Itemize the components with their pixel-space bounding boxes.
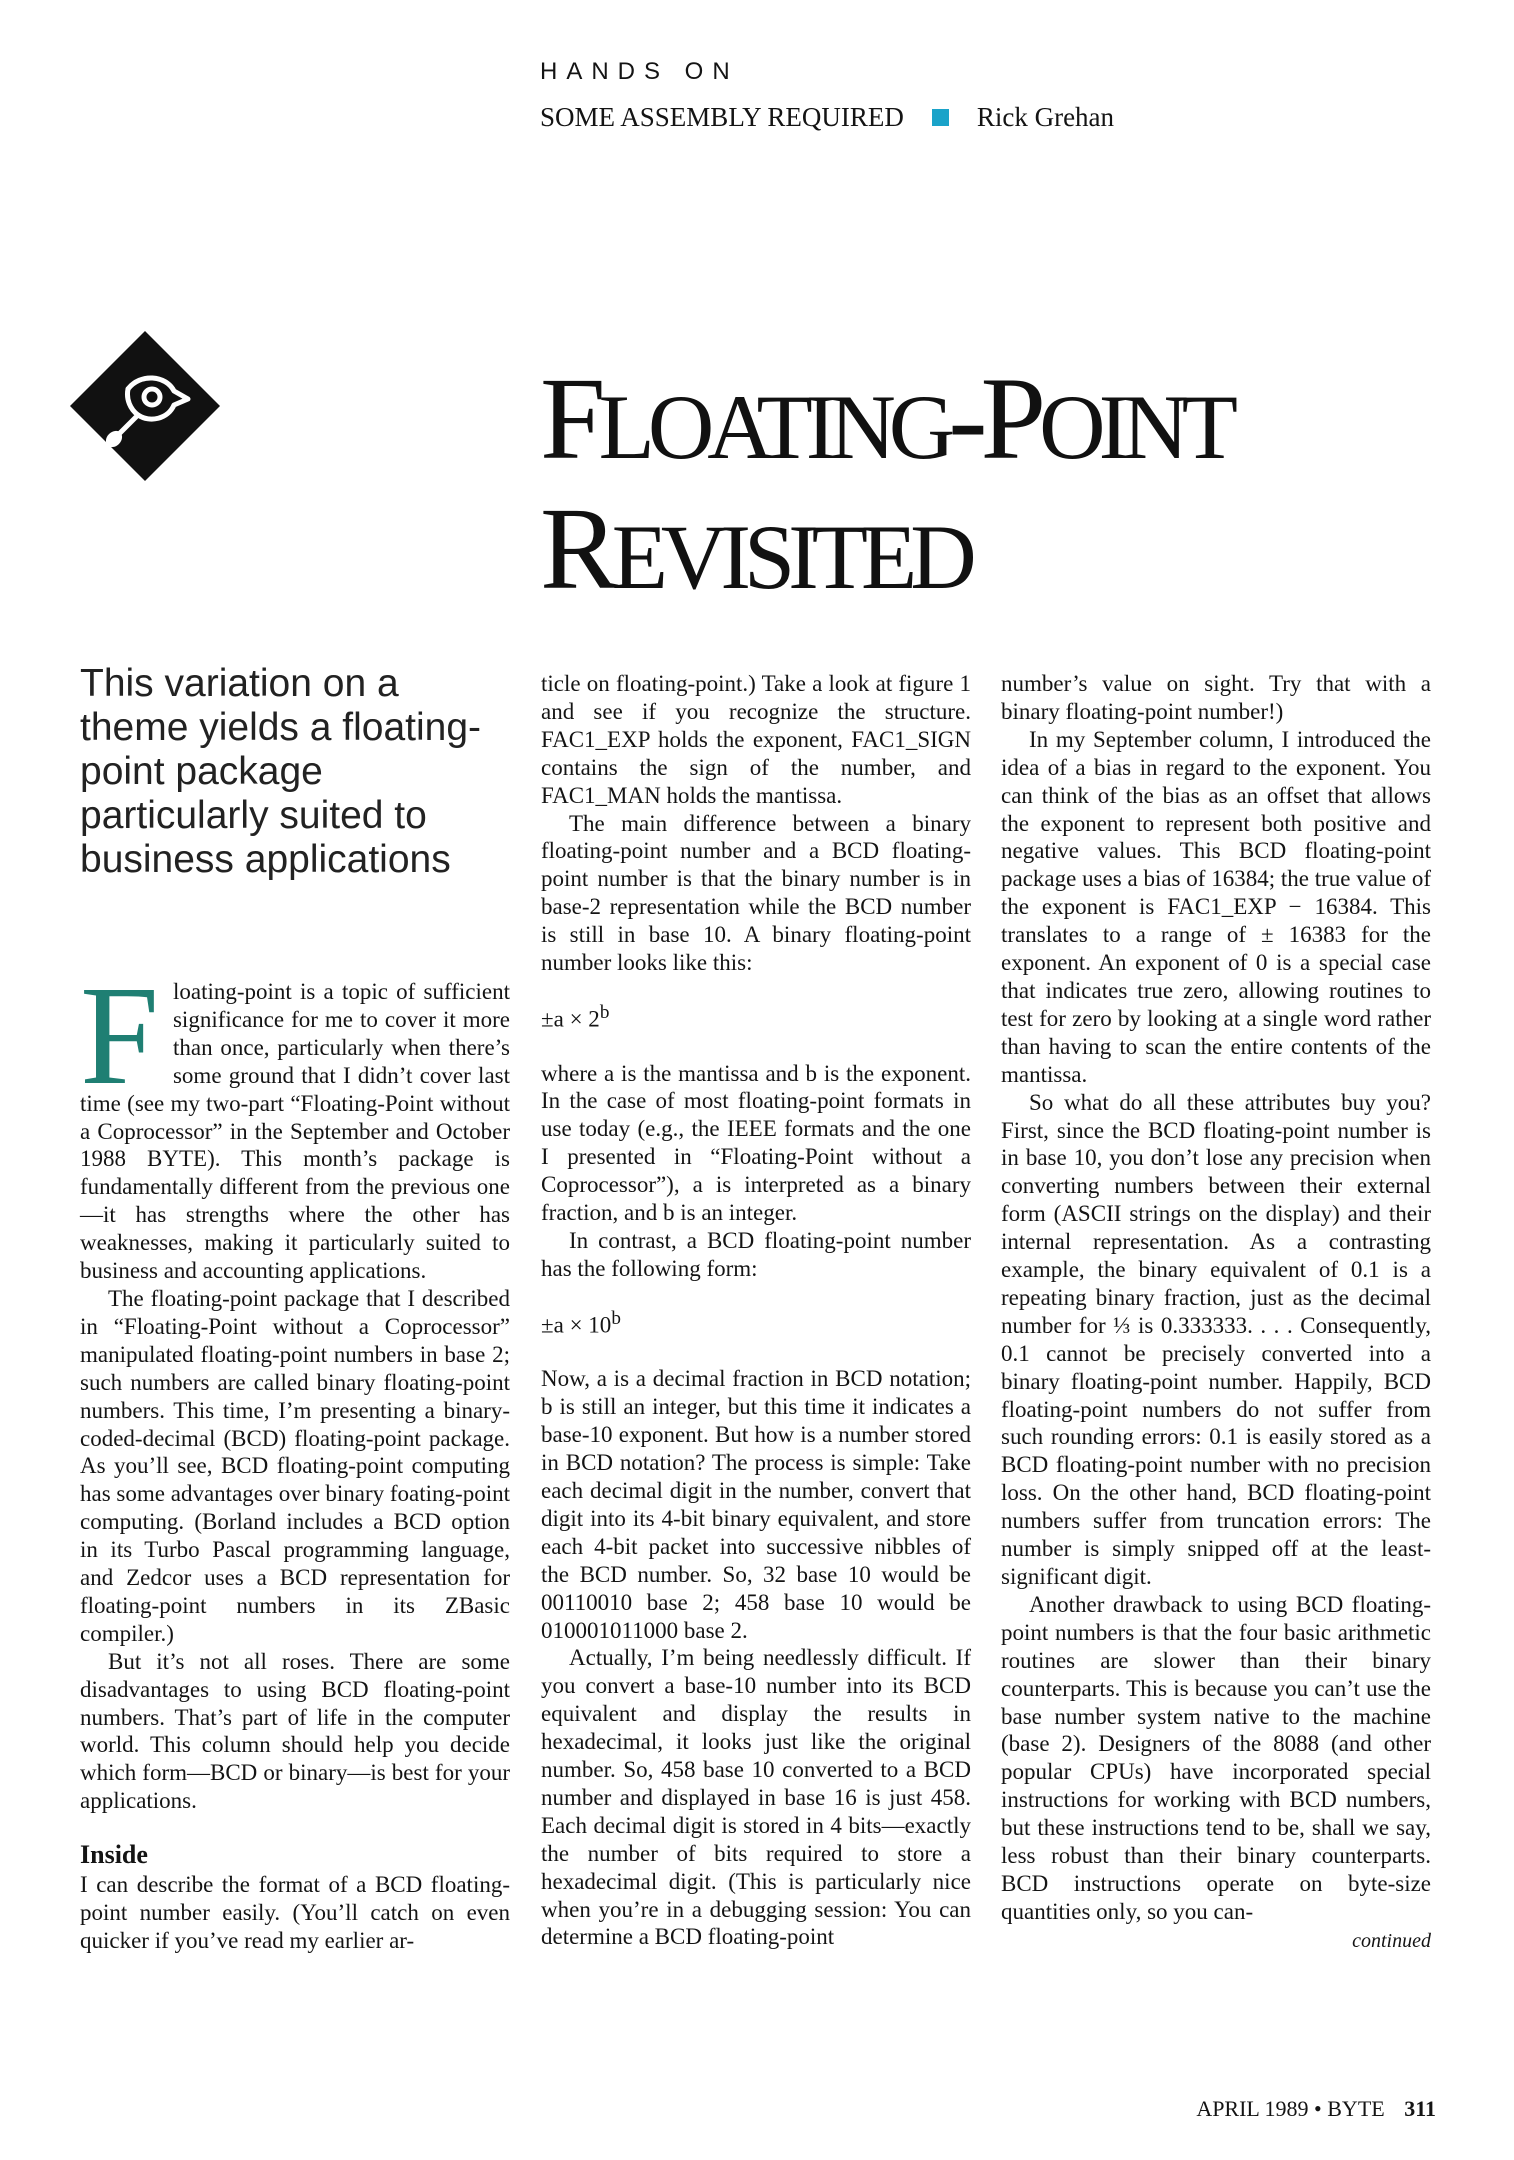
paragraph: In contrast, a BCD floating-point number has the following form: — [541, 1227, 971, 1281]
column-header — [540, 102, 1114, 133]
issue-label: APRIL 1989 • BYTE — [1196, 2096, 1385, 2121]
page-number: 311 — [1404, 2096, 1436, 2121]
paragraph: where a is the mantissa and b is the exponent. In the case of most floating-point formats in use today (e.g., the IEEE formats and the one I presented in “Floating-Point without a Coprocessor”), a is interpreted as a binary fraction, and b is an integer. — [541, 1060, 971, 1226]
subheading-inside: Inside — [80, 1840, 148, 1870]
accent-square-icon — [932, 109, 949, 126]
wrench-diamond-icon — [70, 331, 220, 481]
continued-label: continued — [1352, 1929, 1431, 1952]
drop-cap: F — [80, 956, 159, 1114]
paragraph: I can describe the format of a BCD floating-point number easily. (You’ll catch on even quicker if you’ve read my earlier ar- — [80, 1872, 510, 1953]
paragraph: number’s value on sight. Try that with a binary floating-point number!) — [1001, 671, 1431, 724]
author-name: Rick Grehan — [976, 102, 1115, 132]
section-kicker: HANDS ON — [540, 58, 739, 85]
title-line-1: FLOATING-POINT — [540, 353, 1231, 484]
formula-exponent: b — [611, 1307, 621, 1329]
formula-text: ±a × 2 — [541, 1006, 600, 1032]
paragraph: ticle on floating-point.) Take a look at figure 1 and see if you recognize the structure. FAC1_EXP holds the exponent, FAC1_SIGN contains the sign of the number, and FAC1_MAN holds the mantissa. — [541, 671, 971, 808]
formula-bcd — [541, 1305, 971, 1340]
paragraph: So what do all these attributes buy you? First, since the BCD floating-point number is in base 10, you don’t lose any precision when converting numbers between their external form (ASCII strings on the display) and their internal representation. As a contrasting example, the binary equivalent of 0.1 is a repeating binary fraction, just as the decimal number for ⅓ is 0.333333. . . . Consequently, 0.1 cannot be precisely converted into a binary floating-point number. Happily, BCD floating-point numbers do not suffer from such rounding errors: 0.1 is easily stored as a BCD floating-point number with no precision loss. On the other hand, BCD floating-point numbers suffer from truncation errors: The number is simply snipped off at the least-significant digit. — [1001, 1089, 1431, 1589]
column-name: SOME ASSEMBLY REQUIRED — [540, 102, 904, 132]
paragraph: Now, a is a decimal fraction in BCD notation; b is still an integer, but this time it indicates a base-10 exponent. But how is a number stored in BCD notation? The process is simple: Take each decimal digit in the number, convert that digit into its 4-bit binary equivalent, and store each 4-bit packet into successive nibbles of the BCD number. So, 32 base 10 would be 00110010 base 2; 458 base 10 would be 010001011000 base 2. — [541, 1366, 971, 1643]
title-line-2: REVISITED — [540, 483, 970, 614]
page-footer — [1196, 2096, 1436, 2122]
text-column-1 — [80, 956, 510, 1955]
paragraph: In my September column, I introduced the idea of a bias in regard to the exponent. You can think of the bias as an offset that allows the exponent to represent both positive and negative values. This BCD floating-point package uses a bias of 16384; the true value of the exponent is FAC1_EXP − 16384. This translates to a range of ± 16383 for the exponent. An exponent of 0 is a special case that indicates true zero, allowing routines to test for zero by looking at a single word rather than having to scan the entire contents of the mantissa. — [1001, 726, 1431, 1087]
formula-exponent: b — [599, 1001, 610, 1023]
formula-text: ±a × 10 — [541, 1312, 612, 1338]
paragraph: The floating-point package that I described in “Floating-Point without a Coprocessor” manipulated floating-point numbers in base 2; such numbers are called binary floating-point numbers. This time, I’m presenting a binary-coded-decimal (BCD) floating-point package. As you’ll see, BCD floating-point computing has some advantages over binary foating-point computing. (Borland includes a BCD option in its Turbo Pascal programming language, and Zedcor uses a BCD representation for floating-point numbers in its ZBasic compiler.) — [80, 1285, 510, 1646]
paragraph: But it’s not all roses. There are some disadvantages to using BCD floating-point numbers. That’s part of life in the computer world. This column should help you decide which form—BCD or binary—is best for your applications. — [80, 1648, 510, 1814]
text-column-3 — [1001, 670, 1431, 1956]
paragraph: Actually, I’m being needlessly difficult. If you convert a base-10 number into its BCD equivalent and display the results in hexadecimal, it looks just like the original number. So, 458 base 10 converted to a BCD number and displayed in base 16 is just 458. Each decimal digit is stored in 4 bits—exactly the number of bits required to store a hexadecimal digit. (This is particularly nice when you’re in a debugging session: You can determine a BCD floating-point — [541, 1645, 971, 1950]
paragraph: Another drawback to using BCD floating-point numbers is that the four basic arithmetic routines are slower than their binary counterparts. This is because you can’t use the base number system native to the machine (base 2). Designers of the 8088 (and other popular CPUs) have incorporated special instructions for working with BCD numbers, but these instructions tend to be, shall we say, less robust than their binary counterparts. BCD instructions operate on byte-size quantities only, so you can- — [1001, 1591, 1431, 1924]
paragraph: The main difference between a binary floating-point number and a BCD floating-point number is that the binary number is in base-2 representation while the BCD number is still in base 10. A binary floating-point number looks like this: — [541, 810, 971, 976]
article-title — [540, 353, 1231, 618]
formula-binary — [541, 999, 971, 1034]
article-deck: This variation on a theme yields a floating-point package particularly suited to business applications — [80, 662, 482, 881]
paragraph: loating-point is a topic of sufficient significance for me to cover it more than once, particularly when there’s some ground that I didn’t cover last time (see my two-part “Floating-Point without a Coprocessor” in the September and October 1988 BYTE). This month’s package is fundamentally different from the previous one—it has strengths where the other has weaknesses, making it particularly suited to business and accounting applications. — [80, 979, 510, 1284]
text-column-2 — [541, 670, 971, 1951]
